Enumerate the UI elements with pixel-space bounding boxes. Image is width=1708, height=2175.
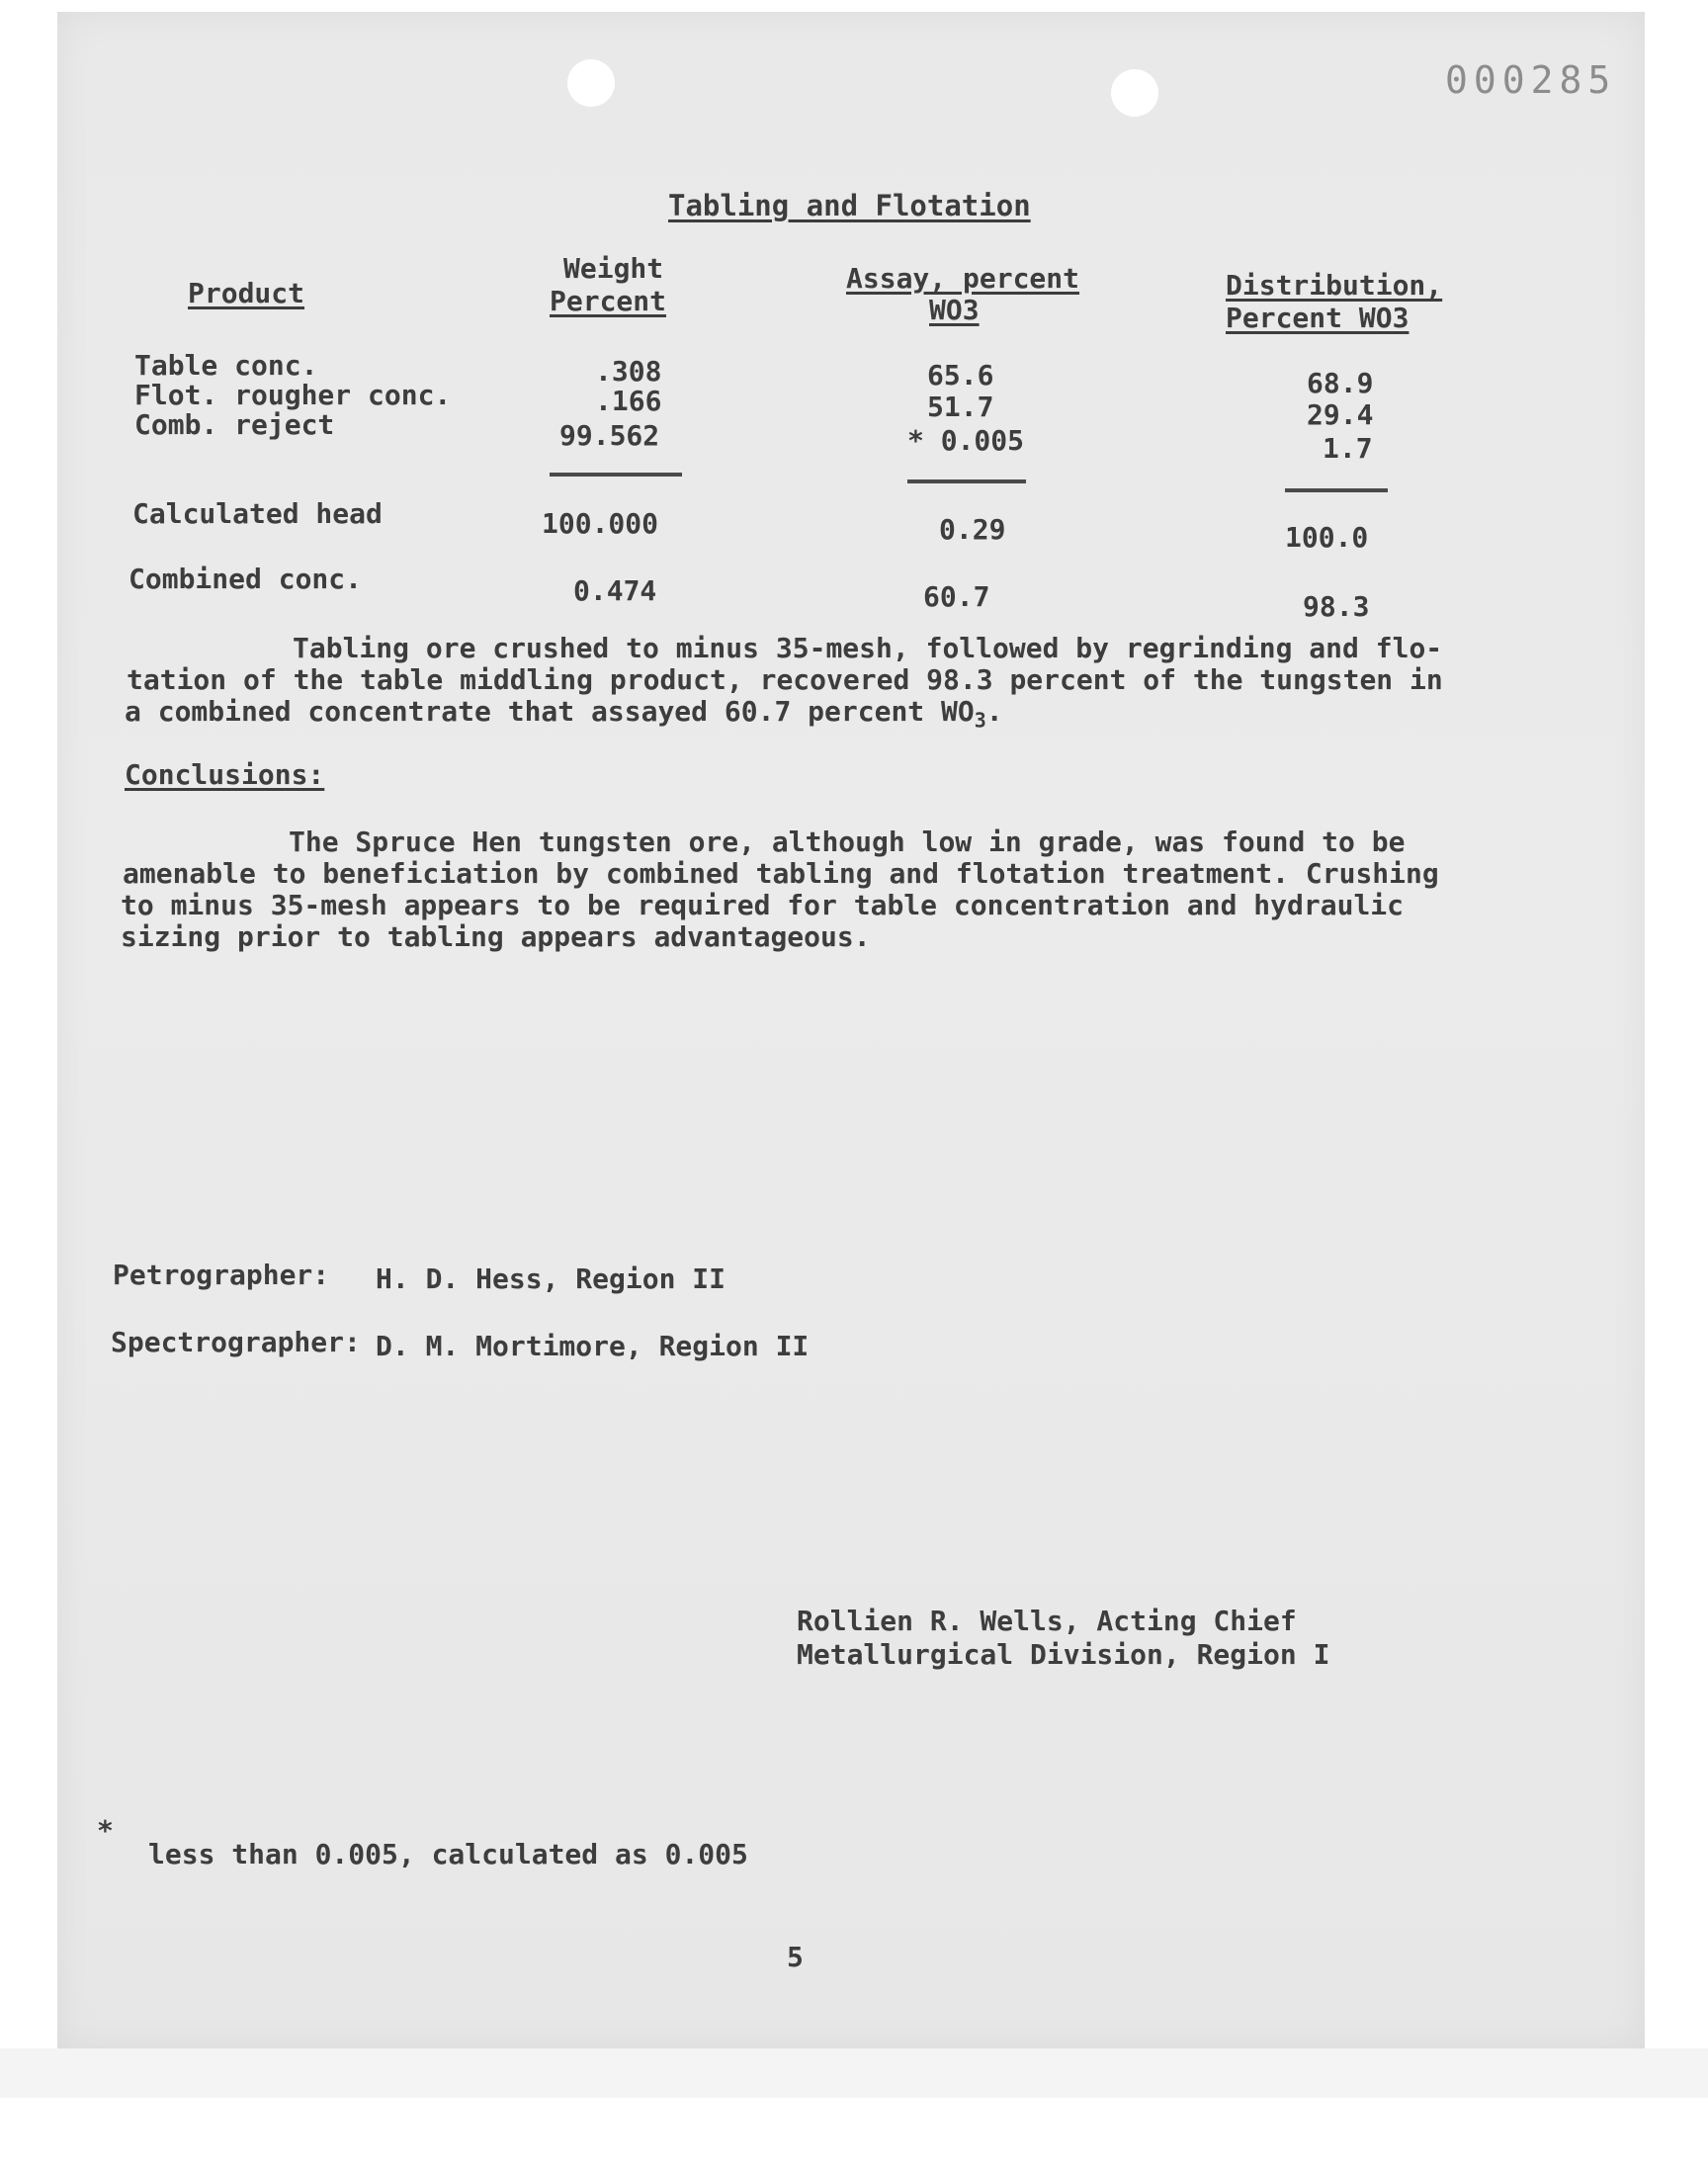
header-weight-line2: Percent [550,285,667,317]
header-assay-line1: Assay, percent [846,262,1080,295]
spectrographer-label: Spectrographer: [111,1326,361,1358]
total-rule [550,473,682,477]
summary-line: a combined concentrate that assayed 60.7 percent $WO_3$. [125,695,1003,733]
combined-conc-label: Combined conc. [128,563,363,595]
row-product: Comb. reject [134,408,335,441]
combined-conc-assay: 60.7 [923,580,990,613]
page-number: 5 [787,1941,804,1973]
conclusions-line: amenable to beneficiation by combined tabling and flotation treatment. Crushing [123,857,1439,890]
punch-hole [1111,69,1158,117]
signature-line: Metallurgical Division, Region I [797,1638,1330,1671]
punch-hole [567,59,615,107]
conclusions-heading: Conclusions: [125,758,325,791]
row-product: Table conc. [134,349,318,382]
footnote-text: less than 0.005, calculated as 0.005 [148,1838,748,1870]
header-distribution-line1: Distribution, [1226,269,1443,302]
combined-conc-distribution: 98.3 [1303,590,1370,623]
calculated-head-weight: 100.000 [542,507,659,540]
row-weight: .166 [595,385,662,417]
row-weight: 99.562 [559,419,660,452]
total-rule [907,479,1026,483]
header-assay-line2: WO3 [929,294,980,326]
scan-margin [0,2048,1708,2098]
section-title: Tabling and Flotation [668,189,1031,222]
row-assay: 65.6 [927,359,994,392]
spectrographer-value: D. M. Mortimore, Region II [376,1330,810,1362]
calculated-head-label: Calculated head [132,497,383,530]
summary-line: tation of the table middling product, recovered 98.3 percent of the tungsten in [127,663,1443,696]
row-product: Flot. rougher conc. [134,379,452,411]
header-product: Product [188,277,305,309]
row-distribution: 1.7 [1323,432,1373,465]
total-rule [1285,488,1388,492]
header-weight-line1: Weight [563,252,664,285]
row-weight: .308 [595,355,662,388]
conclusions-line: to minus 35-mesh appears to be required for table concentration and hydraulic [121,889,1405,921]
header-distribution-line2: Percent WO3 [1226,302,1409,334]
document-number-stamp: 000285 [1445,58,1617,102]
row-distribution: 29.4 [1307,398,1374,431]
calculated-head-assay: 0.29 [939,513,1006,546]
petrographer-value: H. D. Hess, Region II [376,1262,726,1295]
calculated-head-distribution: 100.0 [1285,521,1369,554]
summary-line: Tabling ore crushed to minus 35-mesh, followed by regrinding and flo- [293,632,1443,664]
combined-conc-weight: 0.474 [573,574,657,607]
row-assay: * 0.005 [907,424,1025,457]
petrographer-label: Petrographer: [113,1259,330,1291]
footnote-mark: * [97,1814,114,1847]
row-assay: 51.7 [927,391,994,423]
conclusions-line: The Spruce Hen tungsten ore, although low in grade, was found to be [289,826,1406,858]
conclusions-line: sizing prior to tabling appears advantageous. [121,920,871,953]
signature-line: Rollien R. Wells, Acting Chief [797,1605,1297,1637]
row-distribution: 68.9 [1307,367,1374,399]
